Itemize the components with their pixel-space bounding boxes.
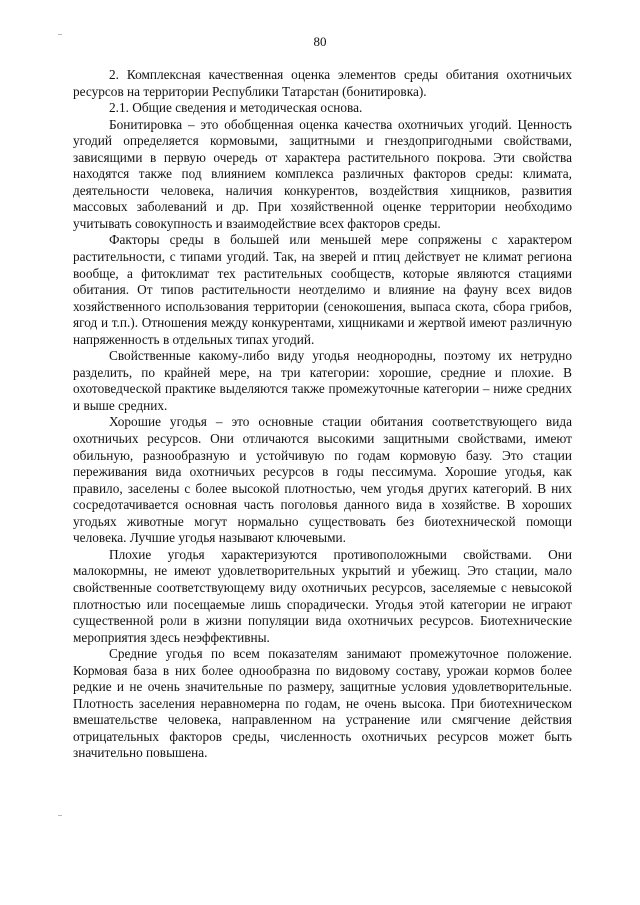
- section-heading: 2. Комплексная качественная оценка элементов среды обитания охотничьих ресурсов на территории Республики Татарстан (бонитировка).: [73, 67, 572, 99]
- body-paragraph: Свойственные какому-либо виду угодья неоднородны, поэтому их нетрудно разделить, по крайней мере, на три категории: хорошие, средние и плохие. В охотоведческой практике выделяются также промежуточные категории – ниже средних и выше средних.: [73, 348, 572, 413]
- body-paragraph: Бонитировка – это обобщенная оценка качества охотничьих угодий. Ценность угодий определяется кормовыми, защитными и гнездопригодными свойствами, зависящими в первую очередь от характера растительного покрова. Эти свойства находятся также под влиянием комплекса различных факторов среды: климата, деятельности человека, наличия конкурентов, воздействия хищников, развития массовых заболеваний и др. При хозяйственной оценке территории необходимо учитывать совокупность и взаимодействие всех факторов среды.: [73, 116, 572, 231]
- page-number: 80: [313, 34, 327, 49]
- body-paragraph: Средние угодья по всем показателям занимают промежуточное положение. Кормовая база в них более однообразна по видовому составу, урожаи кормов более редкие и не очень значительные по размеру, защитные условия удовлетворительные. Плотность заселения неравномерна по годам, не очень высока. При биотехническом вмешательстве человека, направленном на устранение или смягчение действия отрицательных факторов среды, численность охотничьих ресурсов может быть значительно повышена.: [73, 646, 572, 761]
- body-paragraph: Факторы среды в большей или меньшей мере сопряжены с характером растительности, с типами угодий. Так, на зверей и птиц действует не климат региона вообще, а фитоклимат тех растительных сообществ, которые являются стациями обитания. От типов растительности неотделимо и влияние на фауну всех видов хозяйственного использования территории (сенокошения, выпаса скота, сбора грибов, ягод и т.п.). Отношения между конкурентами, хищниками и жертвой имеют различную напряженность в отдельных типах угодий.: [73, 232, 572, 347]
- body-paragraph: Хорошие угодья – это основные стации обитания соответствующего вида охотничьих ресурсов. Они отличаются высокими защитными свойствами, имеют обильную, разнообразную и устойчивую по годам кормовую базу. Это стации переживания вида охотничьих ресурсов в годы пессимума. Хорошие угодья, как правило, заселены с более высокой плотностью, чем угодья других категорий. В них сосредотачивается основная часть поголовья данного вида в хозяйстве. В хороших угодьях животные могут нормально существовать без биотехнической помощи человека. Лучшие угодья называют ключевыми.: [73, 414, 572, 546]
- subsection-heading: 2.1. Общие сведения и методическая основа.: [109, 100, 363, 116]
- document-body: [73, 67, 572, 762]
- scan-mark: [58, 34, 62, 35]
- body-paragraph: Плохие угодья характеризуются противоположными свойствами. Они малокормны, не имеют удовлетворительных укрытий и убежищ. Это стации, мало свойственные соответствующему виду охотничьих ресурсов, заселяемые с невысокой плотностью или посещаемые лишь спорадически. Угодья этой категории не играют существенной роли в жизни популяции вида охотничьих ресурсов. Биотехнические мероприятия здесь неэффективны.: [73, 546, 572, 645]
- scan-mark: [58, 815, 62, 816]
